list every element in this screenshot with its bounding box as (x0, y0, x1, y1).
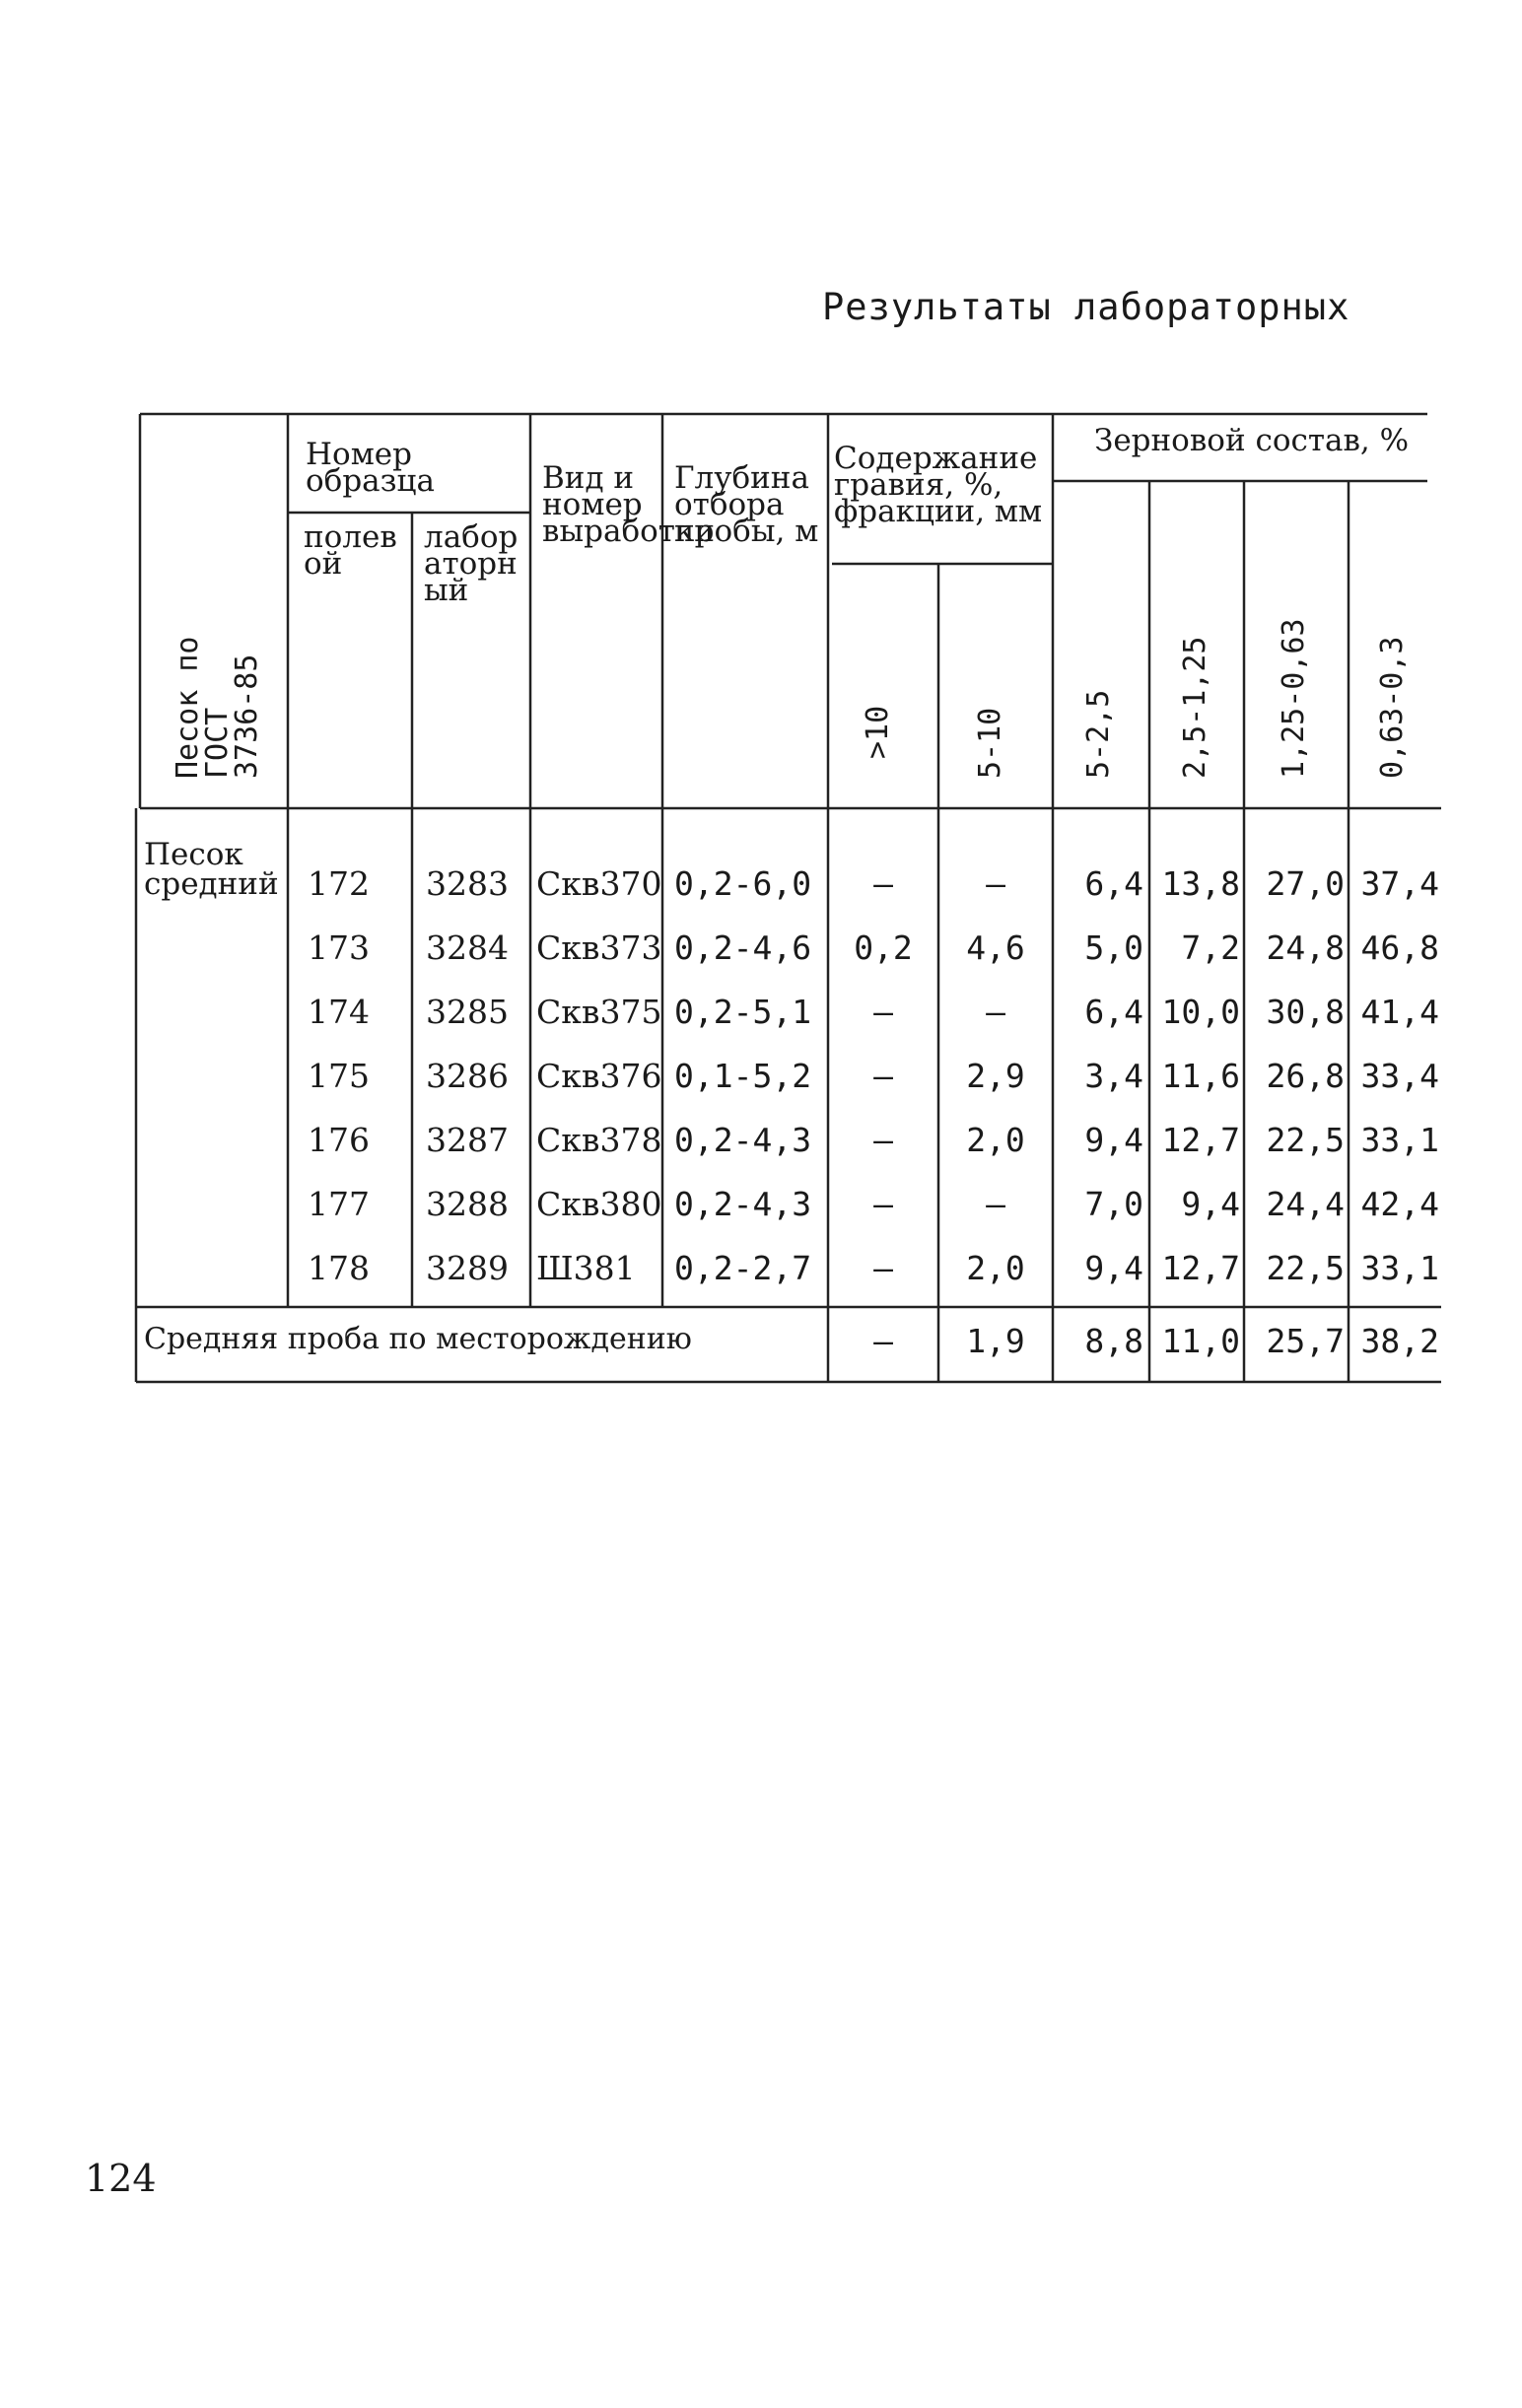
fraction-2-5-1-25: 10,0 (1161, 993, 1240, 1031)
gravel-5-10: 2,0 (966, 1249, 1025, 1287)
header-sample-lab: лабораторный (424, 519, 519, 608)
fraction-1-25-0-63: 27,0 (1266, 864, 1345, 903)
depth-range: 0,2-5,1 (674, 993, 812, 1031)
fraction-5-2-5: 5,0 (1084, 929, 1143, 967)
gravel-5-10: – (986, 993, 1005, 1031)
fraction-2-5-1-25: 12,7 (1161, 1121, 1240, 1159)
fraction-0-63-0-3: 33,1 (1360, 1121, 1439, 1159)
field-number: 176 (308, 1121, 370, 1159)
fraction-0-63-0-3: 41,4 (1360, 993, 1439, 1031)
header-grain-fraction-4: 0,63-0,3 (1375, 636, 1410, 779)
fraction-2-5-1-25: 11,6 (1161, 1057, 1240, 1095)
lab-number: 3289 (426, 1249, 509, 1287)
lab-number: 3286 (426, 1057, 509, 1095)
depth-range: 0,2-2,7 (674, 1249, 812, 1287)
header-working: Вид и номер выработки (542, 460, 715, 549)
sand-type: Песок средний (144, 837, 279, 902)
header-grain-fraction-2: 2,5-1,25 (1178, 636, 1212, 779)
page-title: Результаты лабораторных (822, 286, 1350, 328)
fraction-1-25-0-63: 30,8 (1266, 993, 1345, 1031)
header-gravel-content: Содержание гравия, %, фракции, мм (834, 441, 1043, 529)
working-id: Скв376 (536, 1057, 662, 1095)
gravel-5-10: 4,6 (966, 929, 1025, 967)
fraction-0-63-0-3: 46,8 (1360, 929, 1439, 967)
lab-number: 3287 (426, 1121, 509, 1159)
summary-fraction-5-2-5: 8,8 (1084, 1322, 1143, 1360)
working-id: Скв373 (536, 929, 662, 967)
fraction-5-2-5: 3,4 (1084, 1057, 1143, 1095)
working-id: Скв380 (536, 1185, 662, 1223)
depth-range: 0,2-6,0 (674, 864, 812, 903)
header-sample-number: Номер образца (306, 437, 435, 499)
field-number: 172 (308, 864, 370, 903)
field-number: 175 (308, 1057, 370, 1095)
fraction-0-63-0-3: 33,1 (1360, 1249, 1439, 1287)
lab-number: 3284 (426, 929, 509, 967)
fraction-0-63-0-3: 33,4 (1360, 1057, 1439, 1095)
fraction-2-5-1-25: 12,7 (1161, 1249, 1240, 1287)
summary-gravel-5-10: 1,9 (966, 1322, 1025, 1360)
fraction-1-25-0-63: 22,5 (1266, 1121, 1345, 1159)
gravel-5-10: – (986, 864, 1005, 903)
header-grain-fraction-3: 1,25-0,63 (1277, 618, 1311, 779)
working-id: Скв370 (536, 864, 662, 903)
header-grain-composition: Зерновой состав, % (1094, 423, 1410, 458)
header-depth: Глубина отбора пробы, м (674, 460, 819, 549)
field-number: 174 (308, 993, 370, 1031)
field-number: 173 (308, 929, 370, 967)
header-sand-standard: Песок по ГОСТ 3736-85 (171, 636, 264, 779)
header-grain-fraction-1: 5-2,5 (1081, 689, 1116, 779)
fraction-5-2-5: 6,4 (1084, 864, 1143, 903)
lab-number: 3285 (426, 993, 509, 1031)
gravel-over-10: 0,2 (854, 929, 913, 967)
lab-number: 3288 (426, 1185, 509, 1223)
fraction-0-63-0-3: 42,4 (1360, 1185, 1439, 1223)
header-gravel-fraction-1: >10 (861, 705, 895, 759)
working-id: Скв375 (536, 993, 662, 1031)
gravel-over-10: – (873, 1057, 893, 1095)
depth-range: 0,1-5,2 (674, 1057, 812, 1095)
gravel-over-10: – (873, 993, 893, 1031)
fraction-5-2-5: 9,4 (1084, 1121, 1143, 1159)
summary-fraction-0-63-0-3: 38,2 (1360, 1322, 1439, 1360)
summary-fraction-2-5-1-25: 11,0 (1161, 1322, 1240, 1360)
fraction-1-25-0-63: 24,4 (1266, 1185, 1345, 1223)
fraction-1-25-0-63: 22,5 (1266, 1249, 1345, 1287)
page-number: 124 (85, 2157, 157, 2200)
fraction-5-2-5: 6,4 (1084, 993, 1143, 1031)
gravel-5-10: 2,9 (966, 1057, 1025, 1095)
fraction-5-2-5: 9,4 (1084, 1249, 1143, 1287)
fraction-1-25-0-63: 26,8 (1266, 1057, 1345, 1095)
gravel-over-10: – (873, 1121, 893, 1159)
fraction-2-5-1-25: 13,8 (1161, 864, 1240, 903)
fraction-2-5-1-25: 9,4 (1181, 1185, 1240, 1223)
field-number: 178 (308, 1249, 370, 1287)
depth-range: 0,2-4,6 (674, 929, 812, 967)
summary-label: Средняя проба по месторождению (144, 1322, 692, 1356)
gravel-5-10: 2,0 (966, 1121, 1025, 1159)
depth-range: 0,2-4,3 (674, 1121, 812, 1159)
summary-gravel-over-10: – (873, 1322, 893, 1360)
fraction-2-5-1-25: 7,2 (1181, 929, 1240, 967)
header-gravel-fraction-2: 5-10 (973, 707, 1007, 779)
fraction-5-2-5: 7,0 (1084, 1185, 1143, 1223)
gravel-5-10: – (986, 1185, 1005, 1223)
gravel-over-10: – (873, 1249, 893, 1287)
field-number: 177 (308, 1185, 370, 1223)
working-id: Ш381 (536, 1249, 636, 1287)
summary-fraction-1-25-0-63: 25,7 (1266, 1322, 1345, 1360)
header-sample-field: полевой (304, 519, 397, 582)
gravel-over-10: – (873, 864, 893, 903)
gravel-over-10: – (873, 1185, 893, 1223)
lab-number: 3283 (426, 864, 509, 903)
working-id: Скв378 (536, 1121, 662, 1159)
depth-range: 0,2-4,3 (674, 1185, 812, 1223)
fraction-0-63-0-3: 37,4 (1360, 864, 1439, 903)
fraction-1-25-0-63: 24,8 (1266, 929, 1345, 967)
